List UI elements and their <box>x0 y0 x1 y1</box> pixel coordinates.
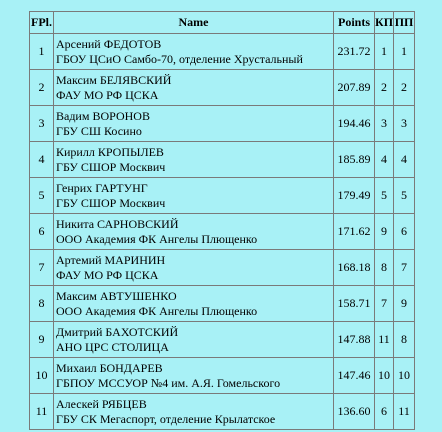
skater-cell <box>54 322 334 358</box>
skater-name: Кирилл КРОПЫЛЕВ <box>56 144 164 159</box>
points-cell: 179.49 <box>334 178 375 214</box>
place-cell: 2 <box>30 70 54 106</box>
kp-cell: 3 <box>375 106 394 142</box>
skater-club: ООО Академия ФК Ангелы Плющенко <box>56 303 258 318</box>
skater-club: ГБУ СШ Косино <box>56 123 142 138</box>
place-cell: 3 <box>30 106 54 142</box>
pp-cell: 4 <box>394 142 415 178</box>
place-cell: 10 <box>30 358 54 394</box>
points-cell: 231.72 <box>334 34 375 70</box>
skater-name: Максим БЕЛЯВСКИЙ <box>56 72 172 87</box>
place-cell: 1 <box>30 34 54 70</box>
points-cell: 207.89 <box>334 70 375 106</box>
points-cell: 158.71 <box>334 286 375 322</box>
header-place: FPl. <box>30 12 54 34</box>
pp-cell: 6 <box>394 214 415 250</box>
results-table <box>29 11 415 430</box>
skater-cell <box>54 214 334 250</box>
kp-cell: 2 <box>375 70 394 106</box>
skater-name: Дмитрий БАХОТСКИЙ <box>56 324 179 339</box>
skater-name: Арсений ФЕДОТОВ <box>56 36 162 51</box>
table-row <box>30 322 415 358</box>
pp-cell: 3 <box>394 106 415 142</box>
skater-name: Генрих ГАРТУНГ <box>56 180 148 195</box>
pp-cell: 1 <box>394 34 415 70</box>
kp-cell: 8 <box>375 250 394 286</box>
skater-name: Максим АВТУШЕНКО <box>56 288 177 303</box>
pp-cell: 10 <box>394 358 415 394</box>
skater-club: ГБОУ ЦСиО Самбо-70, отделение Хрустальный <box>56 51 303 66</box>
table-row <box>30 34 415 70</box>
table-row <box>30 358 415 394</box>
points-cell: 168.18 <box>334 250 375 286</box>
header-row <box>30 12 415 34</box>
points-cell: 147.88 <box>334 322 375 358</box>
table-row <box>30 214 415 250</box>
skater-club: ГБПОУ МССУОР №4 им. А.Я. Гомельского <box>56 375 281 390</box>
kp-cell: 11 <box>375 322 394 358</box>
skater-cell <box>54 286 334 322</box>
skater-cell <box>54 70 334 106</box>
pp-cell: 11 <box>394 394 415 430</box>
kp-cell: 10 <box>375 358 394 394</box>
table-row <box>30 70 415 106</box>
table-row <box>30 178 415 214</box>
skater-cell <box>54 142 334 178</box>
pp-cell: 9 <box>394 286 415 322</box>
points-cell: 171.62 <box>334 214 375 250</box>
points-cell: 147.46 <box>334 358 375 394</box>
skater-club: ГБУ СШОР Москвич <box>56 159 166 174</box>
pp-cell: 8 <box>394 322 415 358</box>
kp-cell: 7 <box>375 286 394 322</box>
skater-name: Вадим ВОРОНОВ <box>56 108 150 123</box>
place-cell: 5 <box>30 178 54 214</box>
points-cell: 136.60 <box>334 394 375 430</box>
kp-cell: 6 <box>375 394 394 430</box>
skater-club: ФАУ МО РФ ЦСКА <box>56 87 159 102</box>
kp-cell: 5 <box>375 178 394 214</box>
header-points: Points <box>334 12 375 34</box>
skater-club: ГБУ СШОР Москвич <box>56 195 166 210</box>
table-row <box>30 394 415 430</box>
skater-club: ООО Академия ФК Ангелы Плющенко <box>56 231 258 246</box>
skater-club: ГБУ СК Мегаспорт, отделение Крылатское <box>56 411 276 426</box>
points-cell: 185.89 <box>334 142 375 178</box>
place-cell: 9 <box>30 322 54 358</box>
skater-name: Михаил БОНДАРЕВ <box>56 360 163 375</box>
table-row <box>30 250 415 286</box>
pp-cell: 5 <box>394 178 415 214</box>
results-table-header <box>30 12 415 34</box>
place-cell: 6 <box>30 214 54 250</box>
skater-cell <box>54 178 334 214</box>
place-cell: 8 <box>30 286 54 322</box>
skater-cell <box>54 394 334 430</box>
skater-cell <box>54 34 334 70</box>
skater-cell <box>54 250 334 286</box>
kp-cell: 4 <box>375 142 394 178</box>
skater-name: Артемий МАРИНИН <box>56 252 166 267</box>
header-kp: КП <box>375 12 394 34</box>
skater-name: Никита САРНОВСКИЙ <box>56 216 179 231</box>
place-cell: 4 <box>30 142 54 178</box>
table-row <box>30 142 415 178</box>
points-cell: 194.46 <box>334 106 375 142</box>
table-row <box>30 286 415 322</box>
place-cell: 7 <box>30 250 54 286</box>
table-row <box>30 106 415 142</box>
kp-cell: 1 <box>375 34 394 70</box>
place-cell: 11 <box>30 394 54 430</box>
pp-cell: 7 <box>394 250 415 286</box>
skater-club: ФАУ МО РФ ЦСКА <box>56 267 159 282</box>
skater-name: Алескей РЯБЦЕВ <box>56 396 147 411</box>
skater-cell <box>54 106 334 142</box>
pp-cell: 2 <box>394 70 415 106</box>
skater-cell <box>54 358 334 394</box>
results-table-body <box>30 34 415 430</box>
skater-club: АНО ЦРС СТОЛИЦА <box>56 339 169 354</box>
kp-cell: 9 <box>375 214 394 250</box>
header-pp: ПП <box>394 12 415 34</box>
header-name: Name <box>54 12 334 34</box>
